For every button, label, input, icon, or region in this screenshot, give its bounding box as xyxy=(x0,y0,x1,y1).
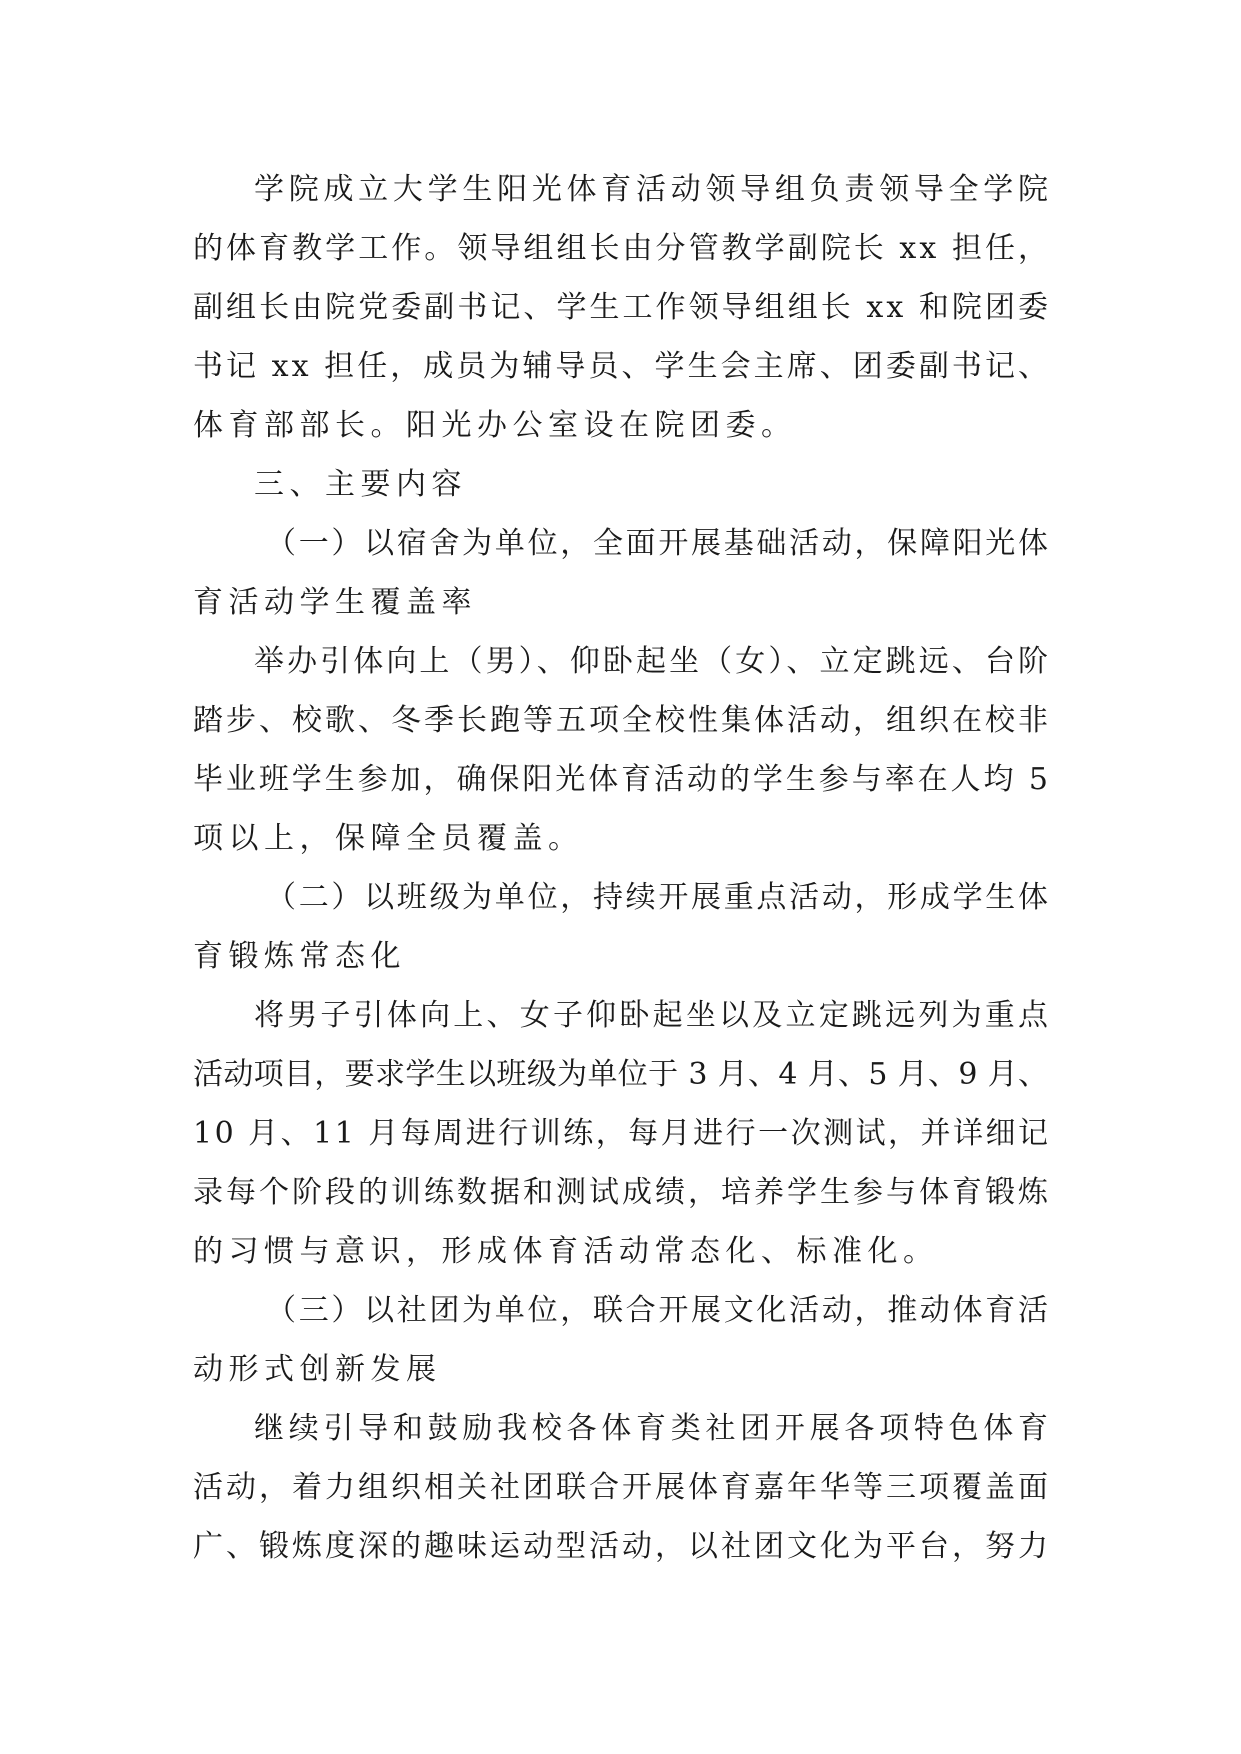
paragraph-line: 毕业班学生参加，确保阳光体育活动的学生参与率在人均 5 xyxy=(193,762,1051,797)
paragraph-line: 广、锻炼度深的趣味运动型活动，以社团文化为平台，努力 xyxy=(193,1529,1051,1564)
paragraph-line: 10 月、11 月每周进行训练，每月进行一次测试，并详细记 xyxy=(193,1116,1051,1151)
paragraph-line: 学院成立大学生阳光体育活动领导组负责领导全学院 xyxy=(254,172,1053,207)
subsection-heading: 育活动学生覆盖率 xyxy=(193,585,477,620)
paragraph-line: 将男子引体向上、女子仰卧起坐以及立定跳远列为重点 xyxy=(254,998,1052,1033)
paragraph-line: 举办引体向上（男）、仰卧起坐（女）、立定跳远、台阶 xyxy=(254,644,1052,679)
paragraph-line: 活动项目，要求学生以班级为单位于 3 月、4 月、5 月、9 月、 xyxy=(193,1057,1049,1092)
subsection-heading: 育锻炼常态化 xyxy=(193,939,406,974)
paragraph-line: 体育部部长。阳光办公室设在院团委。 xyxy=(193,408,797,443)
subsection-heading: （二）以班级为单位，持续开展重点活动，形成学生体 xyxy=(266,880,1051,915)
paragraph-line: 继续引导和鼓励我校各体育类社团开展各项特色体育 xyxy=(254,1411,1053,1446)
paragraph-line: 踏步、校歌、冬季长跑等五项全校性集体活动，组织在校非 xyxy=(193,703,1051,738)
paragraph-line: 副组长由院党委副书记、学生工作领导组组长 xx 和院团委 xyxy=(193,290,1052,325)
section-heading: 三、主要内容 xyxy=(254,467,467,502)
paragraph-line: 录每个阶段的训练数据和测试成绩，培养学生参与体育锻炼 xyxy=(193,1175,1051,1210)
paragraph-line: 项以上，保障全员覆盖。 xyxy=(193,821,584,856)
paragraph-line: 书记 xx 担任，成员为辅导员、学生会主席、团委副书记、 xyxy=(193,349,1052,384)
paragraph-line: 活动，着力组织相关社团联合开展体育嘉年华等三项覆盖面 xyxy=(193,1470,1051,1505)
subsection-heading: 动形式创新发展 xyxy=(193,1352,442,1387)
document-body xyxy=(193,160,1053,1576)
paragraph-line: 的体育教学工作。领导组组长由分管教学副院长 xx 担任， xyxy=(193,231,1052,266)
subsection-heading: （一）以宿舍为单位，全面开展基础活动，保障阳光体 xyxy=(266,526,1051,561)
paragraph-line: 的习惯与意识，形成体育活动常态化、标准化。 xyxy=(193,1234,939,1269)
subsection-heading: （三）以社团为单位，联合开展文化活动，推动体育活 xyxy=(266,1293,1051,1328)
